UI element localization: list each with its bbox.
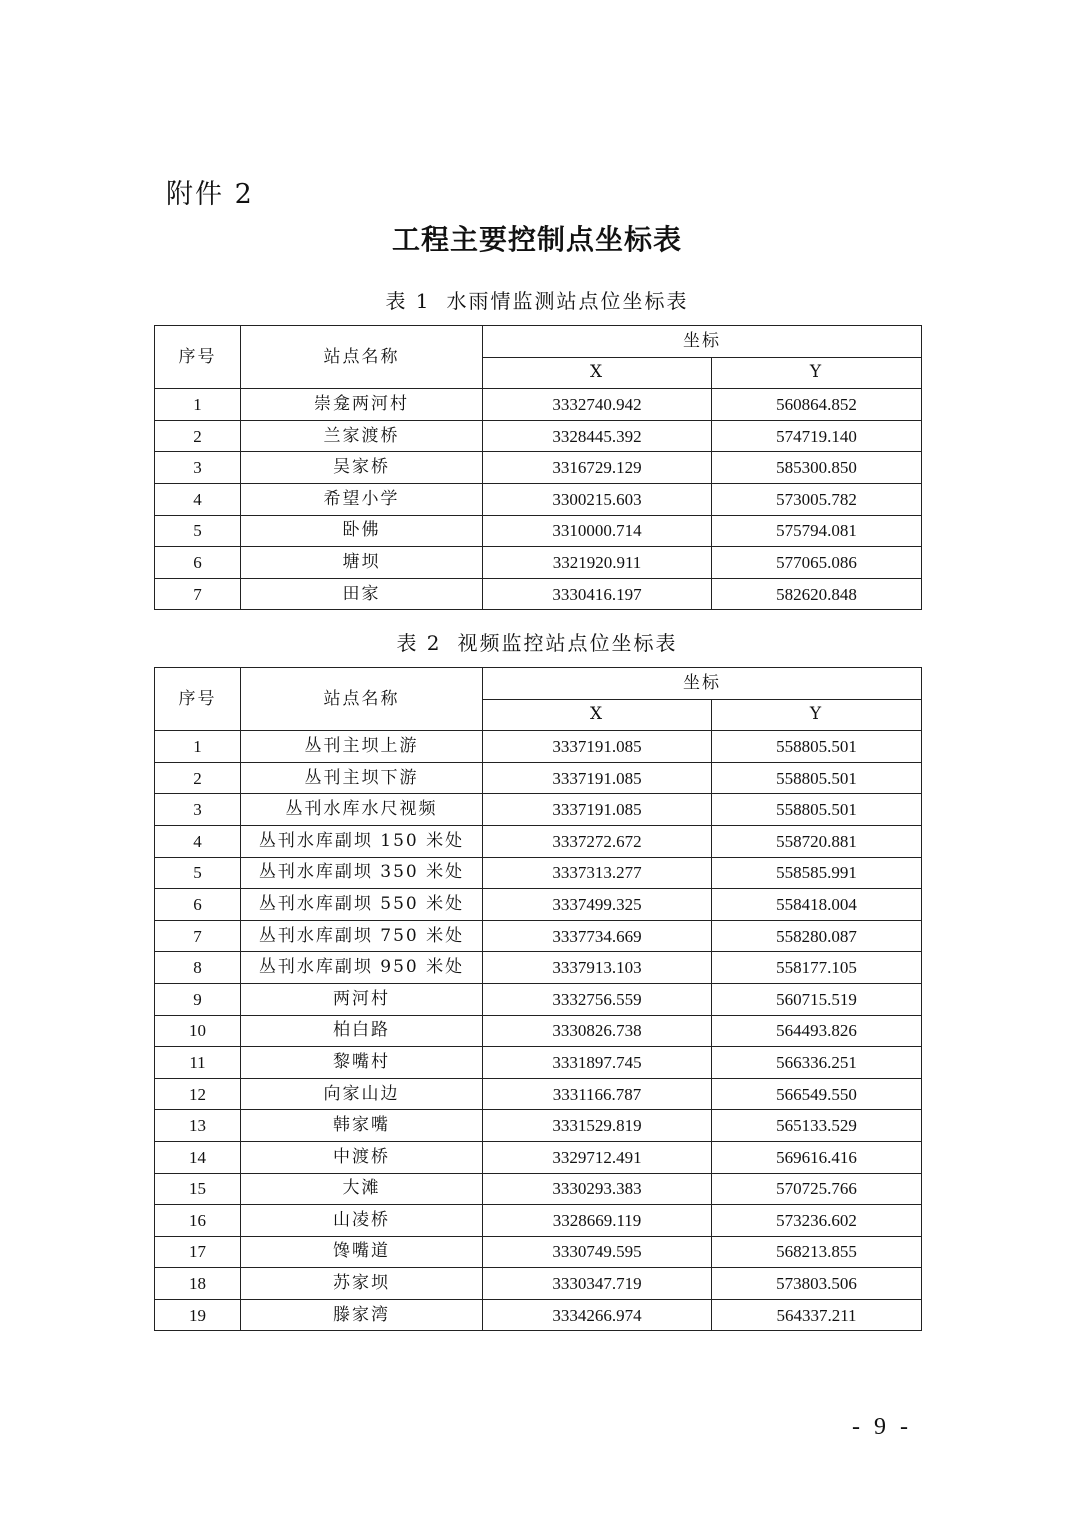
row-x-coordinate: 3337272.672	[483, 825, 712, 857]
row-index: 7	[155, 920, 241, 952]
header-index: 序号	[155, 668, 241, 731]
header-x: X	[483, 357, 712, 389]
table-row	[155, 1205, 922, 1237]
row-x-coordinate: 3330347.719	[483, 1268, 712, 1300]
row-index: 16	[155, 1205, 241, 1237]
row-x-coordinate: 3331897.745	[483, 1047, 712, 1079]
header-station-name: 站点名称	[241, 668, 483, 731]
row-x-coordinate: 3337191.085	[483, 794, 712, 826]
row-station-name: 山凌桥	[241, 1205, 483, 1237]
row-y-coordinate: 558805.501	[712, 794, 922, 826]
row-y-coordinate: 564337.211	[712, 1299, 922, 1331]
table1-body	[155, 389, 922, 610]
row-station-name: 丛刊主坝下游	[241, 762, 483, 794]
table1	[154, 325, 922, 610]
row-station-name: 丛刊主坝上游	[241, 731, 483, 763]
row-y-coordinate: 573236.602	[712, 1205, 922, 1237]
row-x-coordinate: 3330293.383	[483, 1173, 712, 1205]
row-y-coordinate: 560864.852	[712, 389, 922, 421]
row-y-coordinate: 582620.848	[712, 578, 922, 610]
row-station-name: 希望小学	[241, 483, 483, 515]
row-x-coordinate: 3329712.491	[483, 1141, 712, 1173]
table-row	[155, 1015, 922, 1047]
row-y-coordinate: 574719.140	[712, 420, 922, 452]
table-row	[155, 420, 922, 452]
header-y: Y	[712, 699, 922, 731]
row-station-name: 吴家桥	[241, 452, 483, 484]
row-x-coordinate: 3316729.129	[483, 452, 712, 484]
table-row	[155, 1110, 922, 1142]
table1-caption-title: 水雨情监测站点位坐标表	[446, 289, 689, 313]
header-index: 序号	[155, 326, 241, 389]
row-index: 5	[155, 515, 241, 547]
row-index: 4	[155, 825, 241, 857]
row-index: 2	[155, 420, 241, 452]
row-y-coordinate: 565133.529	[712, 1110, 922, 1142]
row-y-coordinate: 585300.850	[712, 452, 922, 484]
row-index: 9	[155, 983, 241, 1015]
table2-body	[155, 731, 922, 1331]
row-y-coordinate: 558177.105	[712, 952, 922, 984]
row-y-coordinate: 569616.416	[712, 1141, 922, 1173]
row-station-name: 黎嘴村	[241, 1047, 483, 1079]
row-station-name: 中渡桥	[241, 1141, 483, 1173]
row-station-name: 大滩	[241, 1173, 483, 1205]
row-index: 3	[155, 452, 241, 484]
row-index: 17	[155, 1236, 241, 1268]
row-index: 12	[155, 1078, 241, 1110]
row-station-name: 滕家湾	[241, 1299, 483, 1331]
table2	[154, 667, 922, 1331]
table-row	[155, 1078, 922, 1110]
table-row	[155, 731, 922, 763]
row-x-coordinate: 3332740.942	[483, 389, 712, 421]
row-x-coordinate: 3337913.103	[483, 952, 712, 984]
row-x-coordinate: 3330416.197	[483, 578, 712, 610]
row-x-coordinate: 3321920.911	[483, 547, 712, 579]
row-x-coordinate: 3300215.603	[483, 483, 712, 515]
row-station-name: 兰家渡桥	[241, 420, 483, 452]
row-x-coordinate: 3332756.559	[483, 983, 712, 1015]
row-station-name: 丛刊水库水尺视频	[241, 794, 483, 826]
header-x: X	[483, 699, 712, 731]
row-x-coordinate: 3337734.669	[483, 920, 712, 952]
table-row	[155, 762, 922, 794]
table-row	[155, 920, 922, 952]
row-x-coordinate: 3330749.595	[483, 1236, 712, 1268]
row-y-coordinate: 566336.251	[712, 1047, 922, 1079]
row-y-coordinate: 558805.501	[712, 731, 922, 763]
row-station-name: 丛刊水库副坝 950 米处	[241, 952, 483, 984]
row-x-coordinate: 3334266.974	[483, 1299, 712, 1331]
row-x-coordinate: 3337313.277	[483, 857, 712, 889]
attachment-label: 附件 2	[166, 179, 254, 210]
row-y-coordinate: 558280.087	[712, 920, 922, 952]
row-y-coordinate: 560715.519	[712, 983, 922, 1015]
row-station-name: 向家山边	[241, 1078, 483, 1110]
header-y: Y	[712, 357, 922, 389]
row-index: 13	[155, 1110, 241, 1142]
row-index: 3	[155, 794, 241, 826]
row-y-coordinate: 558585.991	[712, 857, 922, 889]
page-number: - 9 -	[852, 1414, 912, 1440]
row-index: 15	[155, 1173, 241, 1205]
row-station-name: 丛刊水库副坝 350 米处	[241, 857, 483, 889]
row-y-coordinate: 558418.004	[712, 889, 922, 921]
row-station-name: 馋嘴道	[241, 1236, 483, 1268]
table-row	[155, 1141, 922, 1173]
table2-caption-title: 视频监控站点位坐标表	[457, 631, 678, 655]
row-y-coordinate: 573005.782	[712, 483, 922, 515]
table-row	[155, 515, 922, 547]
row-index: 6	[155, 889, 241, 921]
row-index: 4	[155, 483, 241, 515]
row-station-name: 韩家嘴	[241, 1110, 483, 1142]
row-y-coordinate: 566549.550	[712, 1078, 922, 1110]
row-index: 10	[155, 1015, 241, 1047]
table-row	[155, 983, 922, 1015]
table-row	[155, 578, 922, 610]
table-row	[155, 794, 922, 826]
row-y-coordinate: 558805.501	[712, 762, 922, 794]
row-x-coordinate: 3310000.714	[483, 515, 712, 547]
table-row	[155, 1047, 922, 1079]
row-station-name: 丛刊水库副坝 750 米处	[241, 920, 483, 952]
row-y-coordinate: 558720.881	[712, 825, 922, 857]
row-index: 18	[155, 1268, 241, 1300]
table2-caption	[0, 627, 1074, 656]
row-index: 8	[155, 952, 241, 984]
row-index: 19	[155, 1299, 241, 1331]
row-index: 1	[155, 389, 241, 421]
row-x-coordinate: 3331166.787	[483, 1078, 712, 1110]
row-x-coordinate: 3337191.085	[483, 731, 712, 763]
row-x-coordinate: 3328669.119	[483, 1205, 712, 1237]
row-index: 1	[155, 731, 241, 763]
table-row	[155, 889, 922, 921]
row-station-name: 柏白路	[241, 1015, 483, 1047]
table-row	[155, 1173, 922, 1205]
row-index: 6	[155, 547, 241, 579]
document-title: 工程主要控制点坐标表	[391, 223, 682, 256]
header-station-name: 站点名称	[241, 326, 483, 389]
row-station-name: 苏家坝	[241, 1268, 483, 1300]
table-row	[155, 1299, 922, 1331]
row-x-coordinate: 3337499.325	[483, 889, 712, 921]
table-row	[155, 825, 922, 857]
row-y-coordinate: 570725.766	[712, 1173, 922, 1205]
row-index: 14	[155, 1141, 241, 1173]
table-row	[155, 547, 922, 579]
row-y-coordinate: 564493.826	[712, 1015, 922, 1047]
table-row	[155, 1236, 922, 1268]
row-station-name: 塘坝	[241, 547, 483, 579]
row-y-coordinate: 575794.081	[712, 515, 922, 547]
table1-caption	[0, 285, 1074, 314]
table2-caption-number: 表 2	[396, 631, 442, 655]
row-y-coordinate: 568213.855	[712, 1236, 922, 1268]
table-row	[155, 1268, 922, 1300]
row-station-name: 两河村	[241, 983, 483, 1015]
header-coordinates: 坐标	[483, 326, 922, 358]
row-x-coordinate: 3337191.085	[483, 762, 712, 794]
row-y-coordinate: 577065.086	[712, 547, 922, 579]
row-y-coordinate: 573803.506	[712, 1268, 922, 1300]
row-x-coordinate: 3330826.738	[483, 1015, 712, 1047]
row-x-coordinate: 3331529.819	[483, 1110, 712, 1142]
row-index: 7	[155, 578, 241, 610]
table-row	[155, 952, 922, 984]
header-coordinates: 坐标	[483, 668, 922, 700]
table1-caption-number: 表 1	[385, 289, 431, 313]
row-station-name: 崇龛两河村	[241, 389, 483, 421]
table-row	[155, 452, 922, 484]
row-index: 11	[155, 1047, 241, 1079]
row-index: 2	[155, 762, 241, 794]
row-station-name: 丛刊水库副坝 550 米处	[241, 889, 483, 921]
row-station-name: 卧佛	[241, 515, 483, 547]
table-row	[155, 389, 922, 421]
row-station-name: 丛刊水库副坝 150 米处	[241, 825, 483, 857]
table-row	[155, 857, 922, 889]
row-station-name: 田家	[241, 578, 483, 610]
row-x-coordinate: 3328445.392	[483, 420, 712, 452]
row-index: 5	[155, 857, 241, 889]
table-row	[155, 483, 922, 515]
